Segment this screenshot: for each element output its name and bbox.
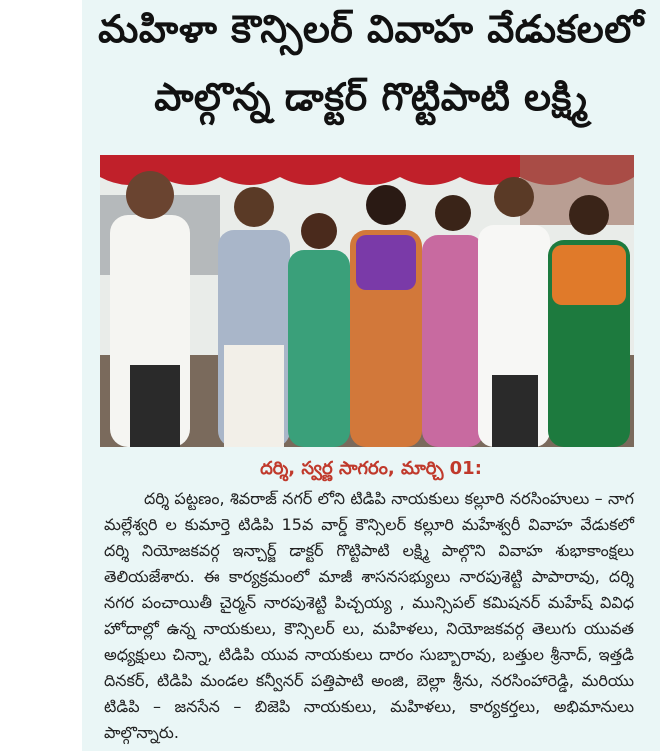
article-photo [100, 155, 634, 447]
article-body: దర్శి పట్టణం, శివరాజ్ నగర్ లోని టిడిపి నాయకులు కల్లూరి నరసింహులు – నాగ మల్లేశ్వరి ల కుమార్తె టిడిపి 15వ వార్డ్ కౌన్సిలర్ కల్లూరి మహేశ్వరీ వివాహ వేడుకలో దర్శి నియోజకవర్గ ఇన్చార్జ్ డాక్టర్ గొట్టిపాటి లక్ష్మి పాల్గొని వివాహ శుభాకాంక్షలు తెలియజేశారు. ఈ కార్యక్రమంలో మాజీ శాసనసభ్యులు నారపుశెట్టి పాపారావు, దర్శి నగర పంచాయితీ చైర్మన్ నారపుశెట్టి పిచ్చయ్య , మున్సిపల్ కమిషనర్ మహేష్ వివిధ హోదాల్లో ఉన్న నాయకులు, కౌన్సిలర్ లు, మహిళలు, నియోజకవర్గ తెలుగు యువత అధ్యక్షులు చిన్నా, టిడిపి యువ నాయకులు దారం సుబ్బారావు, బత్తుల శ్రీనాద్, ఇత్తడి దినకర్, టిడిపి మండల కన్వీనర్ పత్తిపాటి అంజి, బెల్లా శ్రీను, నరసింహారెడ్డి, మరియు టిడిపి – జనసేన – బిజెపి నాయకులు, మహిళలు, కార్యకర్తలు, అభిమానులు పాల్గొన్నారు. [104, 489, 634, 742]
headline-line-1: మహిళా కౌన్సిలర్ వివాహ వేడుకలలో [98, 7, 644, 51]
dateline: దర్శి, స్వర్ణ సాగరం, మార్చి 01: [260, 458, 482, 479]
headline-line-2: పాల్గొన్న డాక్టర్ గొట్టిపాటి లక్ష్మి [154, 75, 588, 119]
group-photo-illustration [100, 155, 634, 447]
